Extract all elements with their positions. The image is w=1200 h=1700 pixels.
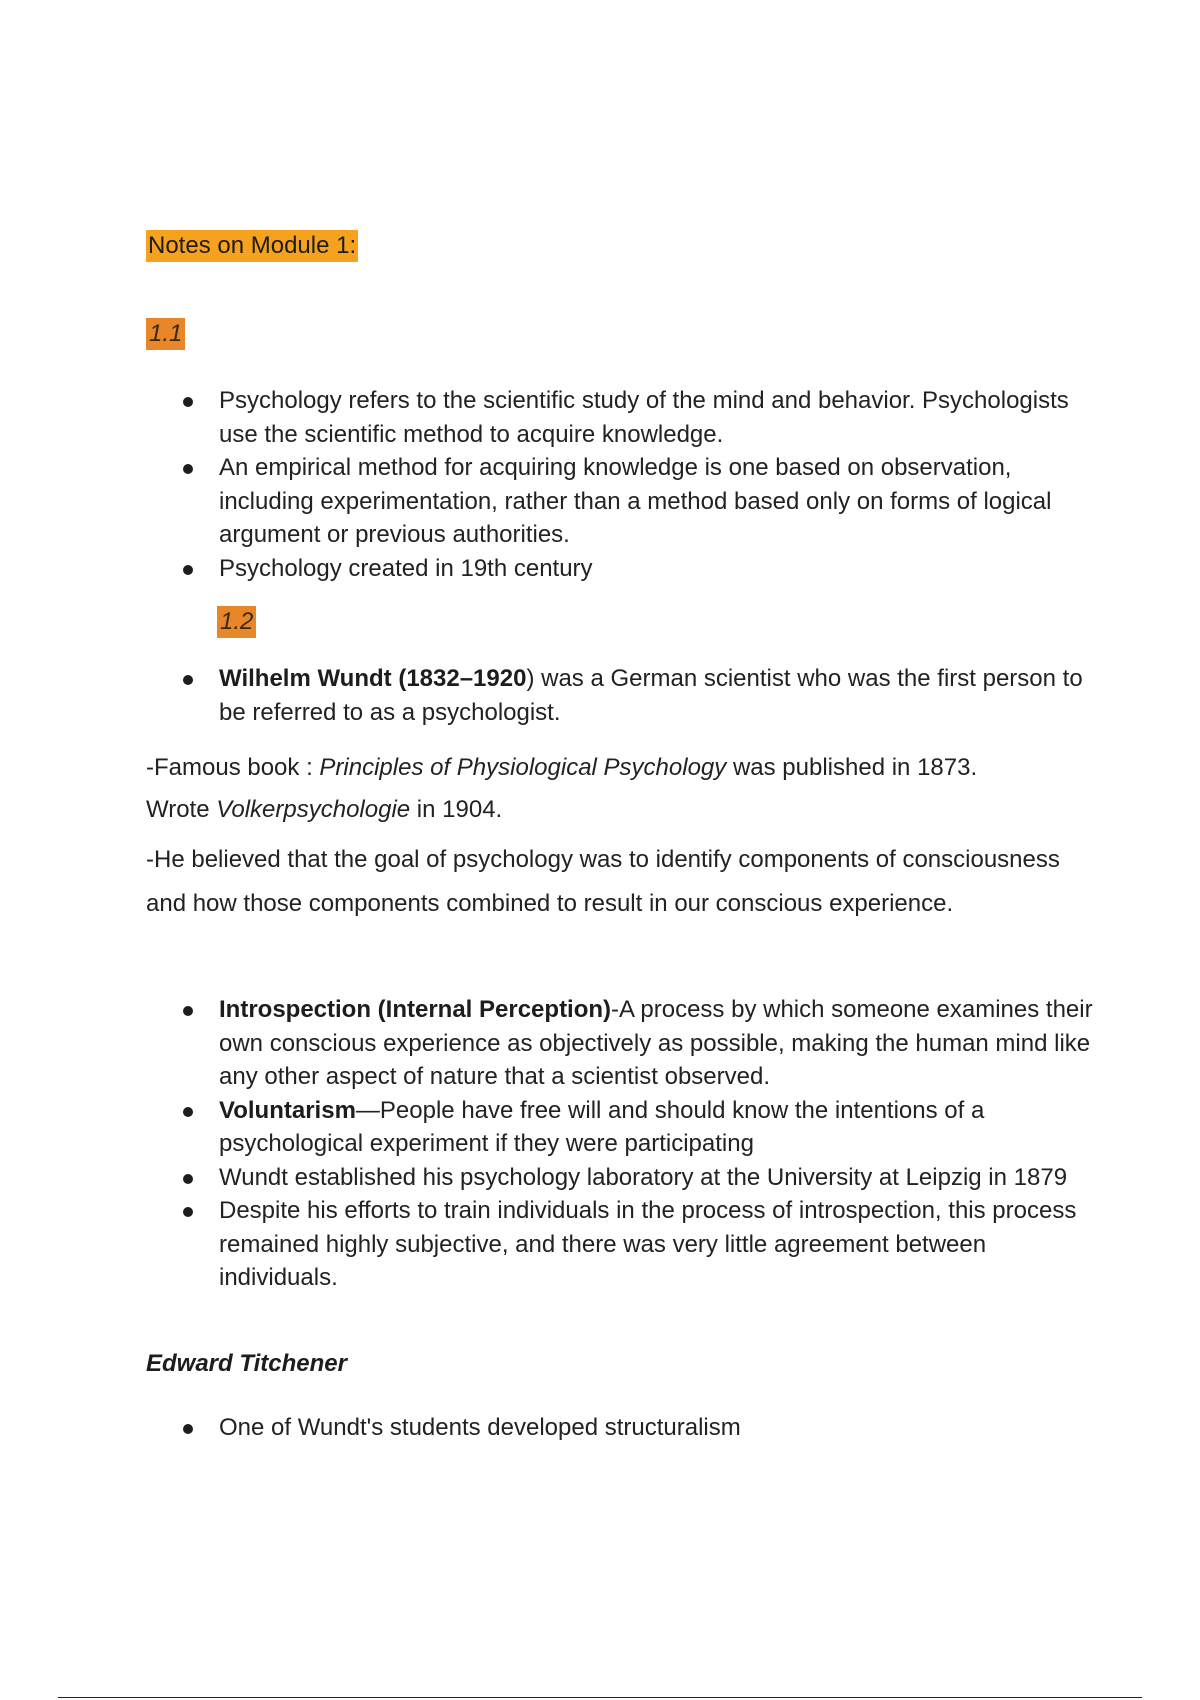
edward-titchener-heading: Edward Titchener [146, 1350, 347, 1377]
section-label-1-2: 1.2 [217, 606, 256, 638]
list-item: One of Wundt's students developed structuralism [178, 1411, 1098, 1445]
list-item: An empirical method for acquiring knowledge is one based on observation, including experimentation, rather than a method based only on forms of logical argument or previous authorities. [178, 451, 1098, 552]
belief-paragraph: -He believed that the goal of psychology was to identify components of consciousness and how those components combined to result in our conscious experience. [146, 846, 1060, 917]
list-item [178, 662, 1098, 729]
bullet-list-wundt-concepts [178, 993, 1098, 1295]
list-item: Psychology created in 19th century [178, 552, 1098, 586]
wundt-name: Wilhelm Wundt (1832–1920 [219, 665, 527, 692]
famous-book-paragraph [146, 751, 1086, 784]
bullet-list-1-1 [178, 384, 1098, 585]
introspection-text: -A process by which someone examines their own conscious experience as objectively as possible, making the human mind like any other aspect of nature that a scientist observed. [219, 996, 1093, 1090]
list-item [178, 993, 1098, 1094]
wrote-suffix: in 1904. [410, 796, 503, 823]
footer-divider [58, 1697, 1142, 1698]
wrote-title: Volkerpsychologie [216, 796, 411, 823]
voluntarism-term: Voluntarism [219, 1096, 356, 1124]
book-prefix: -Famous book : [146, 754, 320, 781]
list-item: Despite his efforts to train individuals in the process of introspection, this process remained highly subjective, and there was very little agreement between individuals. [178, 1194, 1098, 1295]
introspection-term: Introspection (Internal Perception) [219, 996, 612, 1023]
bullet-list-wundt [178, 662, 1098, 729]
voluntarism-text: —People have free will and should know the intentions of a psychological experiment if they were participating [219, 1096, 985, 1157]
wrote-prefix: Wrote [146, 796, 217, 823]
wundt-description: ) was a German scientist who was the first person to be referred to as a psychologist. [219, 665, 1083, 726]
book-title: Principles of Physiological Psychology [319, 754, 727, 781]
notes-title: Notes on Module 1: [146, 230, 358, 262]
book-suffix: was published in 1873. [726, 754, 978, 781]
bullet-list-titchener [178, 1411, 1098, 1445]
list-item: Wundt established his psychology laboratory at the University at Leipzig in 1879 [178, 1161, 1098, 1195]
section-label-1-1: 1.1 [146, 318, 185, 350]
wrote-paragraph [146, 793, 1086, 826]
list-item: Psychology refers to the scientific study of the mind and behavior. Psychologists use the scientific method to acquire knowledge. [178, 384, 1098, 451]
list-item [178, 1094, 1098, 1161]
